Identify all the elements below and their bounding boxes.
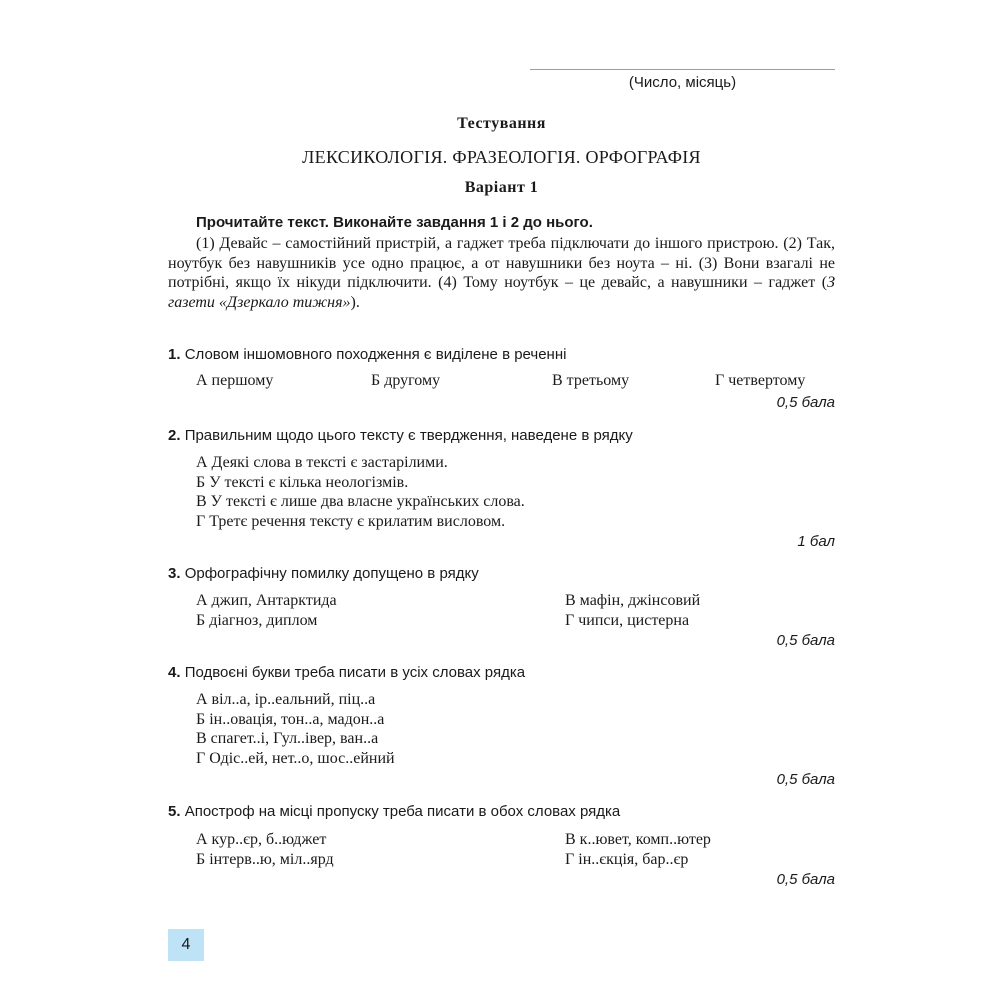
option-2c[interactable]: В У тексті є лише два власне українських слова. (196, 493, 525, 510)
options-5-left (196, 830, 334, 869)
question-text: Подвоєні букви треба писати в усіх словах рядка (184, 664, 526, 681)
option-3d[interactable]: Г чипси, цистерна (565, 611, 690, 629)
option-5a[interactable]: А кур..єр, б..юджет (196, 831, 327, 848)
option-4a[interactable]: А віл..а, ір..еальний, піц..а (196, 691, 376, 708)
options-3-left (196, 591, 337, 630)
question-1 (168, 346, 566, 363)
option-1c[interactable]: В третьому (552, 372, 630, 389)
option-5c[interactable]: В к..ювет, комп..ютер (565, 831, 711, 848)
options-4 (196, 690, 395, 768)
question-text: Правильним щодо цього тексту є твердження, наведене в рядку (184, 427, 633, 444)
options-3-right (565, 591, 700, 630)
question-2 (168, 427, 633, 444)
question-number: 5. (168, 803, 181, 820)
question-number: 1. (168, 346, 181, 363)
question-text: Словом іншомовного походження є виділене в реченні (184, 346, 567, 363)
passage-end: ). (350, 293, 360, 311)
option-1b[interactable]: Б другому (371, 372, 441, 389)
option-4c[interactable]: В спагет..і, Гул..івер, ван..а (196, 730, 379, 747)
options-2 (196, 453, 525, 531)
option-2a[interactable]: А Деякі слова в тексті є застарілими. (196, 454, 448, 471)
option-3b[interactable]: Б діагноз, диплом (196, 611, 318, 629)
option-4d[interactable]: Г Одіс..ей, нет..о, шос..ейний (196, 749, 395, 767)
option-1d[interactable]: Г четвертому (715, 372, 806, 389)
option-1a[interactable]: А першому (196, 372, 274, 389)
score-1: 0,5 бала (776, 394, 835, 411)
question-text: Апостроф на місці пропуску треба писати в обох словах рядка (184, 803, 621, 820)
score-2: 1 бал (797, 533, 835, 550)
heading-topic: ЛЕКСИКОЛОГІЯ. ФРАЗЕОЛОГІЯ. ОРФОГРАФІЯ (302, 147, 701, 167)
question-number: 3. (168, 565, 181, 582)
question-5 (168, 803, 620, 820)
option-3c[interactable]: В мафін, джінсовий (565, 592, 701, 609)
score-3: 0,5 бала (776, 632, 835, 649)
option-2d[interactable]: Г Третє речення тексту є крилатим висловом. (196, 512, 506, 530)
option-2b[interactable]: Б У тексті є кілька неологізмів. (196, 473, 409, 491)
option-4b[interactable]: Б ін..овація, тон..а, мадон..а (196, 710, 385, 728)
question-text: Орфографічну помилку допущено в рядку (184, 565, 479, 582)
question-number: 2. (168, 427, 181, 444)
option-3a[interactable]: А джип, Антарктида (196, 592, 337, 609)
option-5d[interactable]: Г ін..єкція, бар..єр (565, 850, 689, 868)
instruction: Прочитайте текст. Виконайте завдання 1 і 2 до нього. (196, 214, 593, 231)
passage-text: (1) Девайс – самостійний пристрій, а гаджет треба підключати до іншого пристрою. (2) Так, ноутбук без навушників усе одно працює, а от навушники без ноута – ні. (3) Вони взагалі не потрібні, якщо їх нікуди підключити. (4) Тому ноутбук – це девайс, а навушники – гаджет ( (168, 235, 835, 291)
heading-testing: Тестування (457, 115, 546, 132)
score-4: 0,5 бала (776, 771, 835, 788)
question-3 (168, 565, 479, 582)
question-number: 4. (168, 664, 181, 681)
date-line (530, 69, 835, 70)
options-5-right (565, 830, 711, 869)
option-5b[interactable]: Б інтерв..ю, міл..ярд (196, 850, 334, 868)
passage-source: З газети «Дзеркало тижня» (168, 274, 835, 311)
passage (168, 234, 835, 312)
page-number: 4 (168, 929, 204, 961)
question-4 (168, 664, 525, 681)
heading-variant: Варіант 1 (464, 179, 539, 196)
score-5: 0,5 бала (776, 871, 835, 888)
date-caption: (Число, місяць) (628, 74, 737, 91)
